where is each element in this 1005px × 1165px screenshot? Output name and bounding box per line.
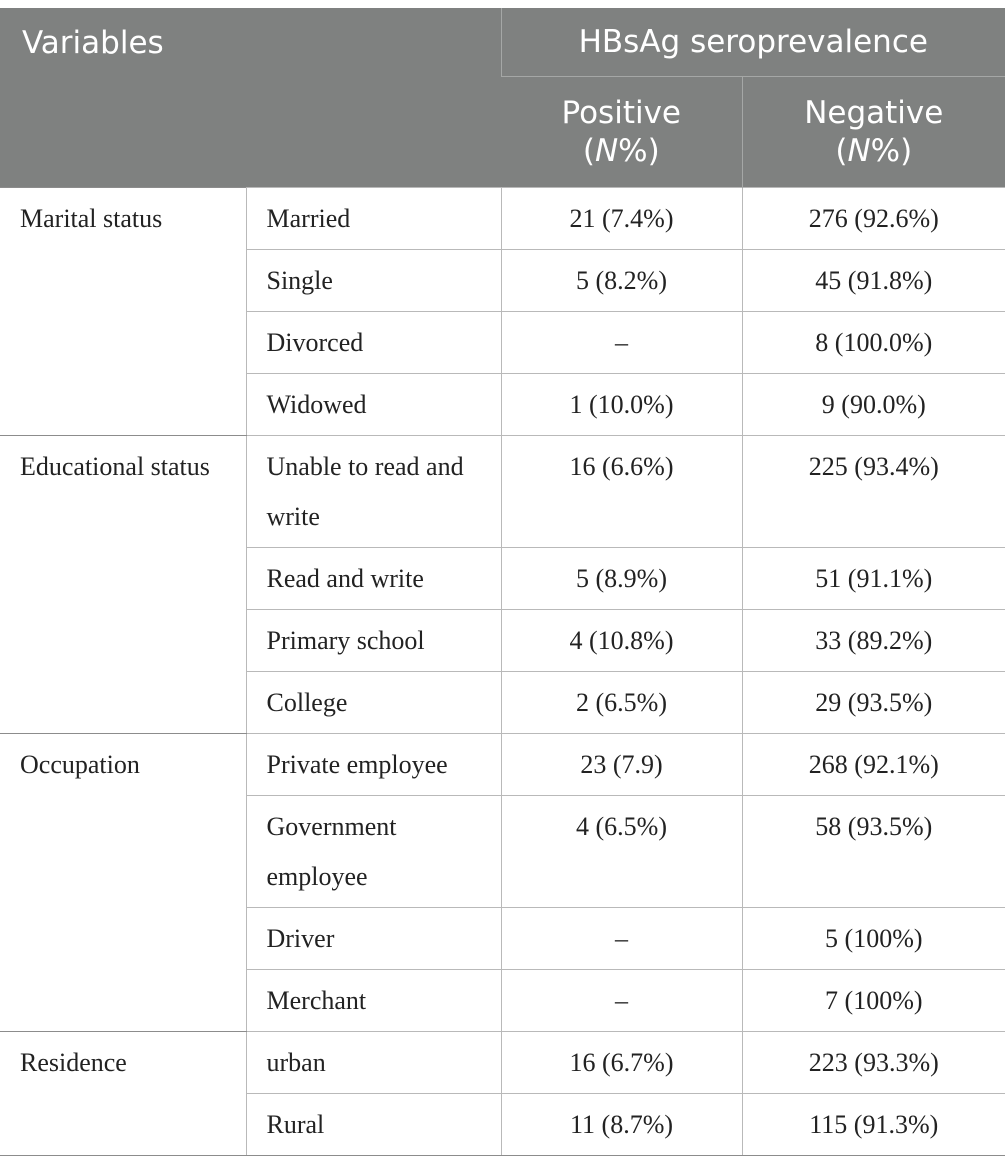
variables-header: Variables xyxy=(0,8,501,188)
negative-cell: 8 (100.0%) xyxy=(742,312,1005,374)
row-label-cell: Primary school xyxy=(246,610,501,672)
table-row xyxy=(0,734,1005,796)
row-label-cell: urban xyxy=(246,1032,501,1094)
category-cell: Occupation xyxy=(0,734,246,1032)
positive-cell: 5 (8.9%) xyxy=(501,548,742,610)
negative-cell: 58 (93.5%) xyxy=(742,796,1005,908)
negative-cell: 5 (100%) xyxy=(742,908,1005,970)
positive-cell: 2 (6.5%) xyxy=(501,672,742,734)
positive-cell: – xyxy=(501,312,742,374)
positive-cell: 4 (10.8%) xyxy=(501,610,742,672)
row-label-cell: College xyxy=(246,672,501,734)
row-label-cell: Divorced xyxy=(246,312,501,374)
row-label-cell: Unable to read and write xyxy=(246,436,501,548)
table-row xyxy=(0,436,1005,548)
row-label-cell: Driver xyxy=(246,908,501,970)
positive-cell: 23 (7.9) xyxy=(501,734,742,796)
row-label-cell: Read and write xyxy=(246,548,501,610)
category-cell: Educational status xyxy=(0,436,246,734)
positive-label: Positive xyxy=(561,95,682,131)
negative-cell: 225 (93.4%) xyxy=(742,436,1005,548)
category-cell: Marital status xyxy=(0,188,246,436)
positive-header xyxy=(501,77,742,188)
table-body xyxy=(0,188,1005,1156)
row-label-cell: Widowed xyxy=(246,374,501,436)
negative-cell: 9 (90.0%) xyxy=(742,374,1005,436)
hbsag-seroprevalence-header: HBsAg seroprevalence xyxy=(501,8,1005,77)
row-label-cell: Merchant xyxy=(246,970,501,1032)
negative-cell: 29 (93.5%) xyxy=(742,672,1005,734)
row-label-cell: Rural xyxy=(246,1094,501,1156)
negative-cell: 276 (92.6%) xyxy=(742,188,1005,250)
positive-cell: 11 (8.7%) xyxy=(501,1094,742,1156)
positive-cell: 16 (6.7%) xyxy=(501,1032,742,1094)
table-row xyxy=(0,188,1005,250)
table-row xyxy=(0,1032,1005,1094)
negative-cell: 115 (91.3%) xyxy=(742,1094,1005,1156)
negative-label: Negative xyxy=(804,95,944,131)
positive-unit: (N%) xyxy=(582,133,660,169)
negative-cell: 45 (91.8%) xyxy=(742,250,1005,312)
positive-cell: 16 (6.6%) xyxy=(501,436,742,548)
seroprevalence-table xyxy=(0,8,1005,1156)
negative-unit: (N%) xyxy=(835,133,913,169)
row-label-cell: Government employee xyxy=(246,796,501,908)
row-label-cell: Married xyxy=(246,188,501,250)
positive-cell: 5 (8.2%) xyxy=(501,250,742,312)
row-label-cell: Single xyxy=(246,250,501,312)
positive-cell: 1 (10.0%) xyxy=(501,374,742,436)
negative-cell: 51 (91.1%) xyxy=(742,548,1005,610)
positive-cell: 21 (7.4%) xyxy=(501,188,742,250)
table-header xyxy=(0,8,1005,188)
negative-cell: 223 (93.3%) xyxy=(742,1032,1005,1094)
negative-header xyxy=(742,77,1005,188)
row-label-cell: Private employee xyxy=(246,734,501,796)
positive-cell: 4 (6.5%) xyxy=(501,796,742,908)
negative-cell: 7 (100%) xyxy=(742,970,1005,1032)
category-cell: Residence xyxy=(0,1032,246,1156)
positive-cell: – xyxy=(501,970,742,1032)
positive-cell: – xyxy=(501,908,742,970)
negative-cell: 268 (92.1%) xyxy=(742,734,1005,796)
negative-cell: 33 (89.2%) xyxy=(742,610,1005,672)
